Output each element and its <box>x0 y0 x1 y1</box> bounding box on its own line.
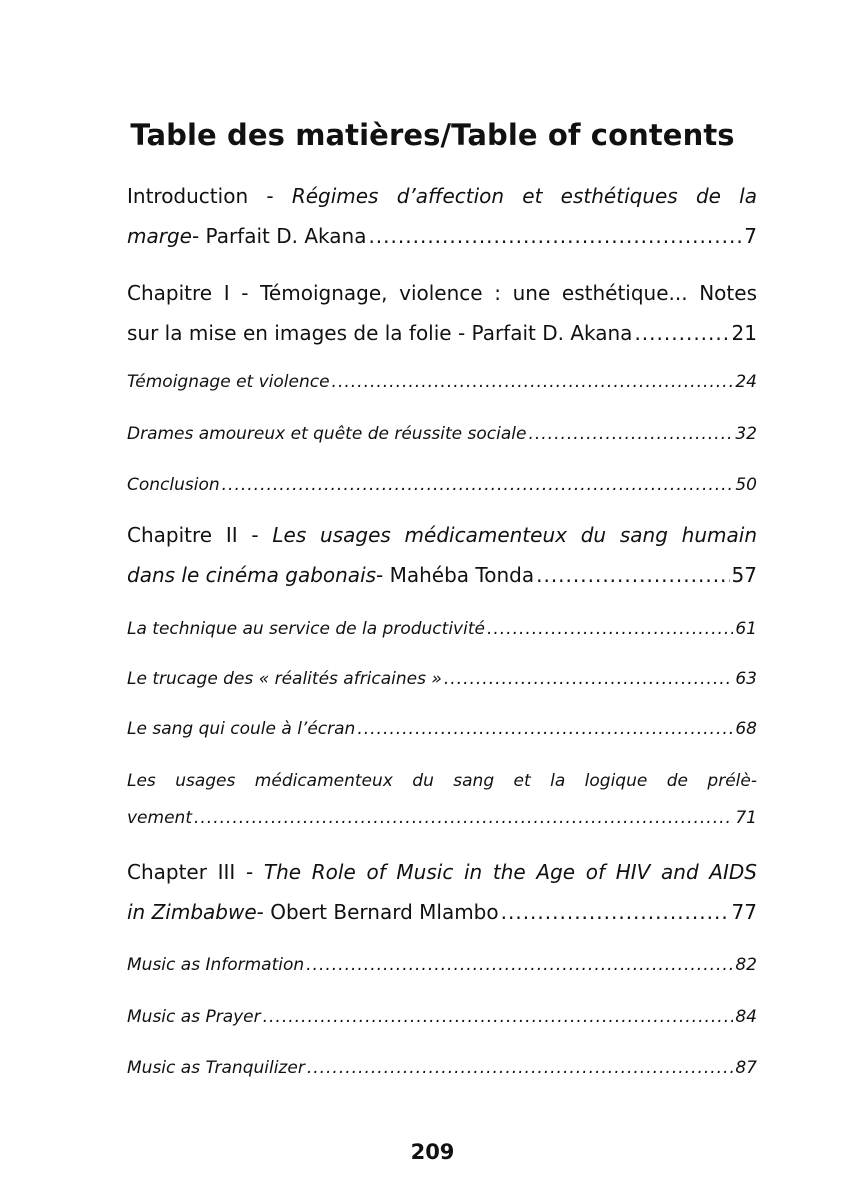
page-number: 209 <box>410 1140 455 1164</box>
page-title: Table des matières/Table of contents <box>130 118 735 152</box>
dot-leader <box>444 664 733 694</box>
entry-title: Les usages médicamenteux du sang humain <box>272 523 757 547</box>
toc-section-usages[interactable] <box>127 766 757 833</box>
page-ref: 84 <box>735 1007 757 1027</box>
entry-text: vement <box>127 808 192 828</box>
page-ref: 57 <box>731 563 757 587</box>
page-ref: 7 <box>744 224 757 248</box>
toc-section-technique[interactable] <box>127 614 757 644</box>
toc-section-drames[interactable] <box>127 419 757 449</box>
entry-text: Music as Prayer <box>127 1007 261 1027</box>
entry-text: Le sang qui coule à l’écran <box>127 719 356 739</box>
toc-section-tranquilizer[interactable] <box>127 1053 757 1083</box>
dot-leader <box>536 555 729 595</box>
toc-entry-line <box>127 852 757 892</box>
page-ref: 32 <box>735 424 757 444</box>
toc-entry-chapter-2[interactable] <box>127 515 757 595</box>
toc-entry-introduction[interactable] <box>127 176 757 256</box>
page-ref: 50 <box>735 475 757 495</box>
toc-entry-line: Les usages médicamenteux du sang et la logique de prélè- <box>127 771 757 791</box>
toc-section-temoignage[interactable] <box>127 367 757 397</box>
entry-author: - Parfait D. Akana <box>191 224 367 248</box>
entry-title: in Zimbabwe <box>127 900 257 924</box>
page-ref: 77 <box>731 900 757 924</box>
dot-leader <box>528 419 733 449</box>
toc-section-prayer[interactable] <box>127 1002 757 1032</box>
dot-leader <box>263 1002 734 1032</box>
toc-section-conclusion[interactable] <box>127 470 757 500</box>
dot-leader <box>306 950 733 980</box>
toc-entry-chapter-1[interactable] <box>127 273 757 353</box>
page-ref: 82 <box>735 955 757 975</box>
entry-text: Conclusion <box>127 475 220 495</box>
entry-text: Drames amoureux et quête de réussite sociale <box>127 424 527 444</box>
entry-text: Témoignage et violence <box>127 372 330 392</box>
toc-entry-line <box>127 216 757 256</box>
page-ref: 68 <box>735 719 757 739</box>
toc-section-sang[interactable] <box>127 714 757 744</box>
toc-entry-line <box>127 555 757 595</box>
toc-section-trucage[interactable] <box>127 664 757 694</box>
entry-title: marge <box>127 224 192 248</box>
page-ref: 71 <box>735 808 757 828</box>
dot-leader <box>194 803 733 833</box>
entry-label: Chapitre II - <box>127 523 273 547</box>
toc-entry-line <box>127 515 757 555</box>
page-ref: 24 <box>735 372 757 392</box>
page-ref: 63 <box>735 669 757 689</box>
page-ref: 61 <box>735 619 757 639</box>
dot-leader <box>634 313 729 353</box>
toc-entry-line <box>127 313 757 353</box>
entry-author: - Mahéba Tonda <box>376 563 535 587</box>
dot-leader <box>307 1053 734 1083</box>
entry-text: Le trucage des « réalités africaines » <box>127 669 442 689</box>
entry-text: Music as Tranquilizer <box>127 1058 305 1078</box>
entry-label: Introduction - <box>127 184 292 208</box>
entry-author: - Obert Bernard Mlambo <box>256 900 499 924</box>
entry-title: dans le cinéma gabonais <box>127 563 377 587</box>
toc-section-information[interactable] <box>127 950 757 980</box>
toc-entry-chapter-3[interactable] <box>127 852 757 932</box>
page-ref: 87 <box>735 1058 757 1078</box>
dot-leader <box>357 714 733 744</box>
entry-title: Régimes d’affection et esthétiques de la <box>291 184 757 208</box>
dot-leader <box>332 367 734 397</box>
dot-leader <box>487 614 733 644</box>
toc-entry-line <box>127 892 757 932</box>
entry-text: La technique au service de la productivité <box>127 619 485 639</box>
entry-title: The Role of Music in the Age of HIV and AIDS <box>263 860 757 884</box>
dot-leader <box>222 470 734 500</box>
entry-text: sur la mise en images de la folie - Parfait D. Akana <box>127 321 633 345</box>
dot-leader <box>368 216 742 256</box>
entry-label: Chapter III - <box>127 860 264 884</box>
dot-leader <box>501 892 730 932</box>
entry-text: Music as Information <box>127 955 305 975</box>
toc-entry-line <box>127 803 757 833</box>
toc-entry-line <box>127 176 757 216</box>
toc-entry-line: Chapitre I - Témoignage, violence : une esthétique... Notes <box>127 281 757 305</box>
page-ref: 21 <box>731 321 757 345</box>
